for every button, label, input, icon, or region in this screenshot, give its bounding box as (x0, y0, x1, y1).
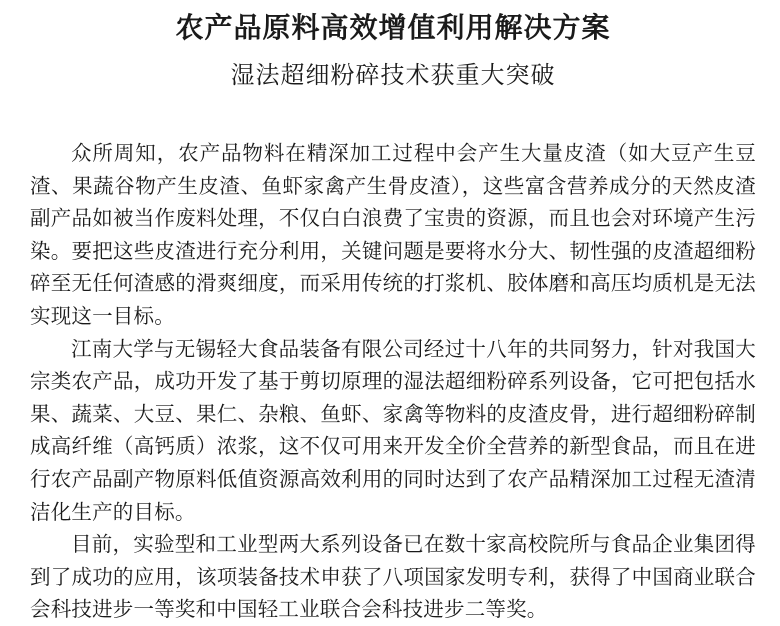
document-subtitle: 湿法超细粉碎技术获重大突破 (230, 61, 556, 89)
paragraph-1: 众所周知，农产品物料在精深加工过程中会产生大量皮渣（如大豆产生豆渣、果蔬谷物产生皮渣、鱼虾家禽产生骨皮渣），这些富含营养成分的天然皮渣副产品如被当作废料处理，不仅白白浪费了宝贵的资源，而且也会对环境产生污染。要把这些皮渣进行充分利用，关键问题是要将水分大、韧性强的皮渣超细粉碎至无任何渣感的滑爽细度，而采用传统的打浆机、胶体磨和高压均质机是无法实现这一目标。 (30, 141, 756, 328)
paragraph-2: 江南大学与无锡轻大食品装备有限公司经过十八年的共同努力，针对我国大宗类农产品，成功开发了基于剪切原理的湿法超细粉碎系列设备，它可把包括水果、蔬菜、大豆、果仁、杂粮、鱼虾、家禽等物料的皮渣皮骨，进行超细粉碎制成高纤维（高钙质）浓浆，这不仅可用来开发全价全营养的新型食品，而且在进行农产品副产物原料低值资源高效利用的同时达到了农产品精深加工过程无渣清洁化生产的目标。 (30, 336, 756, 524)
document-body (30, 137, 756, 626)
paragraph-3: 目前，实验型和工业型两大系列设备已在数十家高校院所与食品企业集团得到了成功的应用，该项装备技术申获了八项国家发明专利，获得了中国商业联合会科技进步一等奖和中国轻工业联合会科技进步二等奖。 (30, 532, 756, 622)
document-title: 农产品原料高效增值利用解决方案 (175, 11, 611, 44)
